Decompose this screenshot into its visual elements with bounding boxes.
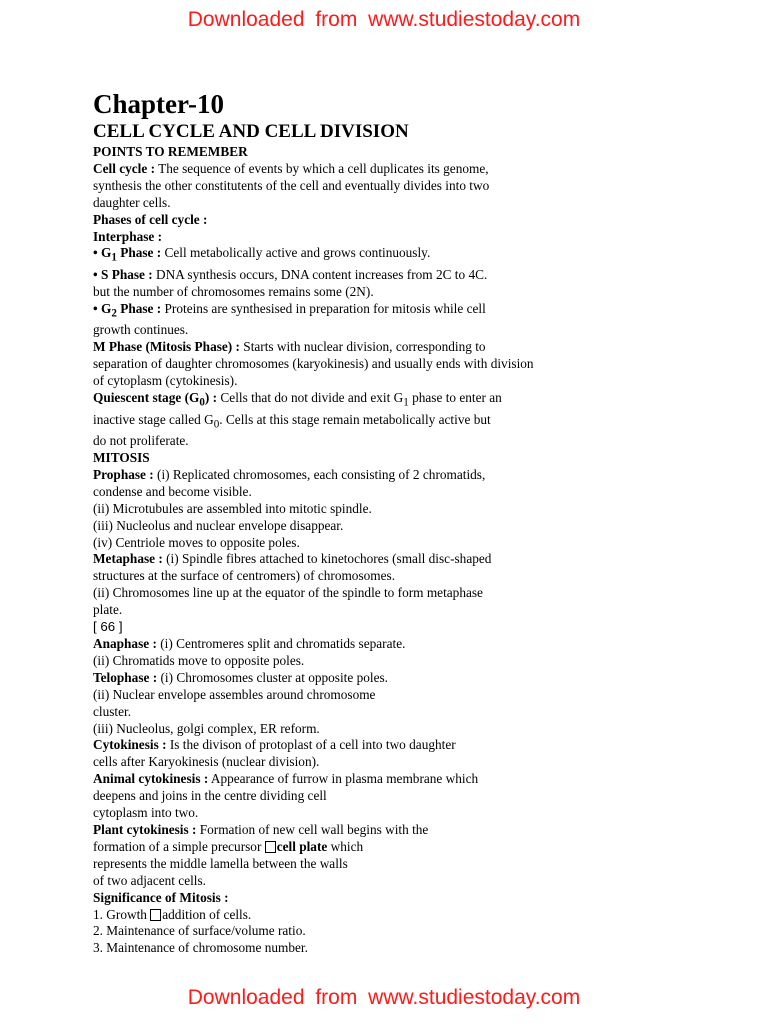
s-phase-line-1 (93, 267, 633, 284)
metaphase-line-4: plate. (93, 602, 123, 618)
plant-cytokinesis-text: Formation of new cell wall begins with the (196, 821, 429, 837)
g1-phase-line (93, 245, 633, 267)
significance-item-2: 2. Maintenance of surface/volume ratio. (93, 923, 306, 939)
s-phase-label: • S Phase : (93, 267, 153, 282)
quiescent-line-2 (93, 412, 633, 434)
quiescent-line-1 (93, 390, 633, 412)
plant-cytokinesis-label: Plant cytokinesis : (93, 821, 197, 837)
telophase-line-1 (93, 670, 633, 687)
animal-cytokinesis-line-1 (93, 771, 633, 788)
cell-plate-term: cell plate (276, 838, 328, 854)
telophase-text: (i) Chromosomes cluster at opposite poles. (157, 669, 388, 685)
prophase-text: (i) Replicated chromosomes, each consisting of 2 chromatids, (153, 466, 486, 482)
significance-heading: Significance of Mitosis : (93, 889, 229, 905)
telophase-line-3: cluster. (93, 703, 132, 719)
metaphase-line-3: (ii) Chromosomes line up at the equator of the spindle to form metaphase (93, 585, 483, 601)
telophase-line-4: (iii) Nucleolus, golgi complex, ER reform. (93, 720, 320, 736)
telophase-label: Telophase : (93, 669, 158, 685)
g2-label-suffix: Phase : (116, 300, 162, 316)
quiescent-label-suffix: ) : (204, 390, 218, 405)
interphase-heading: Interphase : (93, 228, 163, 244)
g2-label (93, 300, 162, 320)
prophase-line-3: (ii) Microtubules are assembled into mitotic spindle. (93, 500, 372, 516)
g1-subscript: 1 (111, 252, 117, 265)
significance-item-3: 3. Maintenance of chromosome number. (93, 940, 308, 956)
cell-cycle-text: The sequence of events by which a cell duplicates its genome, (155, 160, 489, 176)
quiescent-g0-subscript: 0 (213, 418, 220, 431)
cytokinesis-label: Cytokinesis : (93, 737, 167, 753)
m-phase-line-2: separation of daughter chromosomes (karyokinesis) and usually ends with division (93, 356, 534, 372)
metaphase-label: Metaphase : (93, 551, 163, 567)
s-phase-text: DNA synthesis occurs, DNA content increases from 2C to 4C. (152, 267, 488, 282)
document-body (93, 88, 633, 957)
anaphase-line-1 (93, 636, 633, 653)
g1-text: Cell metabolically active and grows continuously. (161, 245, 431, 261)
chapter-subtitle: CELL CYCLE AND CELL DIVISION (93, 121, 409, 142)
missing-glyph-box-icon (150, 909, 161, 921)
m-phase-line-3: of cytoplasm (cytokinesis). (93, 373, 238, 389)
quiescent-label-prefix: Quiescent stage (G (93, 390, 200, 405)
plant-cytokinesis-line-4: of two adjacent cells. (93, 872, 206, 888)
quiescent-g1-subscript: 1 (403, 396, 409, 409)
anaphase-text: (i) Centromeres split and chromatids separate. (156, 636, 406, 651)
plant-cytokinesis-line-1 (93, 822, 633, 839)
animal-cytokinesis-line-2: deepens and joins in the centre dividing cell (93, 788, 327, 804)
quiescent-line-3: do not proliferate. (93, 433, 189, 449)
g2-phase-line-1 (93, 301, 633, 323)
prophase-line-2: condense and become visible. (93, 483, 252, 499)
download-banner-bottom[interactable]: Downloaded from www.studiestoday.com (187, 986, 581, 1009)
quiescent-text-a: Cells that do not divide and exit G (217, 390, 404, 405)
prophase-line-4: (iii) Nucleolus and nuclear envelope disappear. (93, 517, 344, 533)
animal-cytokinesis-label: Animal cytokinesis : (93, 771, 209, 787)
chapter-title: Chapter-10 (93, 89, 224, 119)
metaphase-line-1 (93, 551, 633, 568)
significance-item-1-b: addition of cells. (162, 906, 252, 922)
g2-subscript: 2 (111, 307, 117, 320)
g2-phase-line-2: growth continues. (93, 322, 189, 338)
significance-item-1 (93, 907, 633, 924)
anaphase-label: Anaphase : (93, 636, 157, 651)
phases-heading: Phases of cell cycle : (93, 211, 208, 227)
s-phase-line-2: but the number of chromosomes remains some (2N). (93, 283, 374, 299)
metaphase-line-2: structures at the surface of centromers) of chromosomes. (93, 568, 396, 584)
plant-cytokinesis-line-2-a: formation of a simple precursor (93, 838, 265, 854)
prophase-line-1 (93, 467, 633, 484)
plant-cytokinesis-line-2-b: which (327, 838, 364, 854)
mitosis-heading: MITOSIS (93, 450, 150, 466)
m-phase-text: Starts with nuclear division, corresponding to (239, 339, 486, 355)
animal-cytokinesis-line-3: cytoplasm into two. (93, 805, 199, 821)
page-number: [ 66 ] (93, 619, 123, 635)
cell-cycle-line-3: daughter cells. (93, 194, 171, 210)
plant-cytokinesis-line-3: represents the middle lamella between the walls (93, 855, 348, 871)
m-phase-line-1 (93, 339, 633, 356)
prophase-line-5: (iv) Centriole moves to opposite poles. (93, 534, 300, 550)
quiescent-label-subscript: 0 (199, 396, 205, 409)
metaphase-text: (i) Spindle fibres attached to kinetochores (small disc-shaped (162, 551, 492, 567)
download-banner-top[interactable]: Downloaded from www.studiestoday.com (187, 8, 581, 31)
significance-item-1-a: 1. Growth (93, 906, 151, 922)
g2-label-prefix: • G (93, 300, 112, 316)
plant-cytokinesis-line-2 (93, 839, 633, 856)
quiescent-line-2-b: . Cells at this stage remain metabolically active but (219, 411, 491, 427)
g1-label-prefix: • G (93, 245, 112, 261)
points-heading: POINTS TO REMEMBER (93, 144, 248, 159)
cell-cycle-label: Cell cycle : (93, 160, 156, 176)
quiescent-line-2-a: inactive stage called G (93, 411, 214, 427)
cell-cycle-line-1 (93, 161, 633, 178)
cell-cycle-line-2: synthesis the other constitutents of the cell and eventually divides into two (93, 177, 490, 193)
animal-cytokinesis-text: Appearance of furrow in plasma membrane which (208, 771, 479, 787)
cytokinesis-line-1 (93, 737, 633, 754)
cytokinesis-line-2: cells after Karyokinesis (nuclear division). (93, 754, 320, 770)
missing-glyph-box-icon (265, 841, 276, 853)
quiescent-text-b: phase to enter an (408, 390, 502, 405)
g1-label (93, 245, 162, 265)
anaphase-line-2: (ii) Chromatids move to opposite poles. (93, 652, 305, 668)
prophase-label: Prophase : (93, 466, 154, 482)
telophase-line-2: (ii) Nuclear envelope assembles around chromosome (93, 686, 376, 702)
g2-text: Proteins are synthesised in preparation for mitosis while cell (161, 300, 486, 316)
m-phase-label: M Phase (Mitosis Phase) : (93, 339, 240, 355)
cytokinesis-text: Is the divison of protoplast of a cell into two daughter (166, 737, 456, 753)
g1-label-suffix: Phase : (116, 245, 162, 261)
quiescent-label (93, 390, 218, 409)
